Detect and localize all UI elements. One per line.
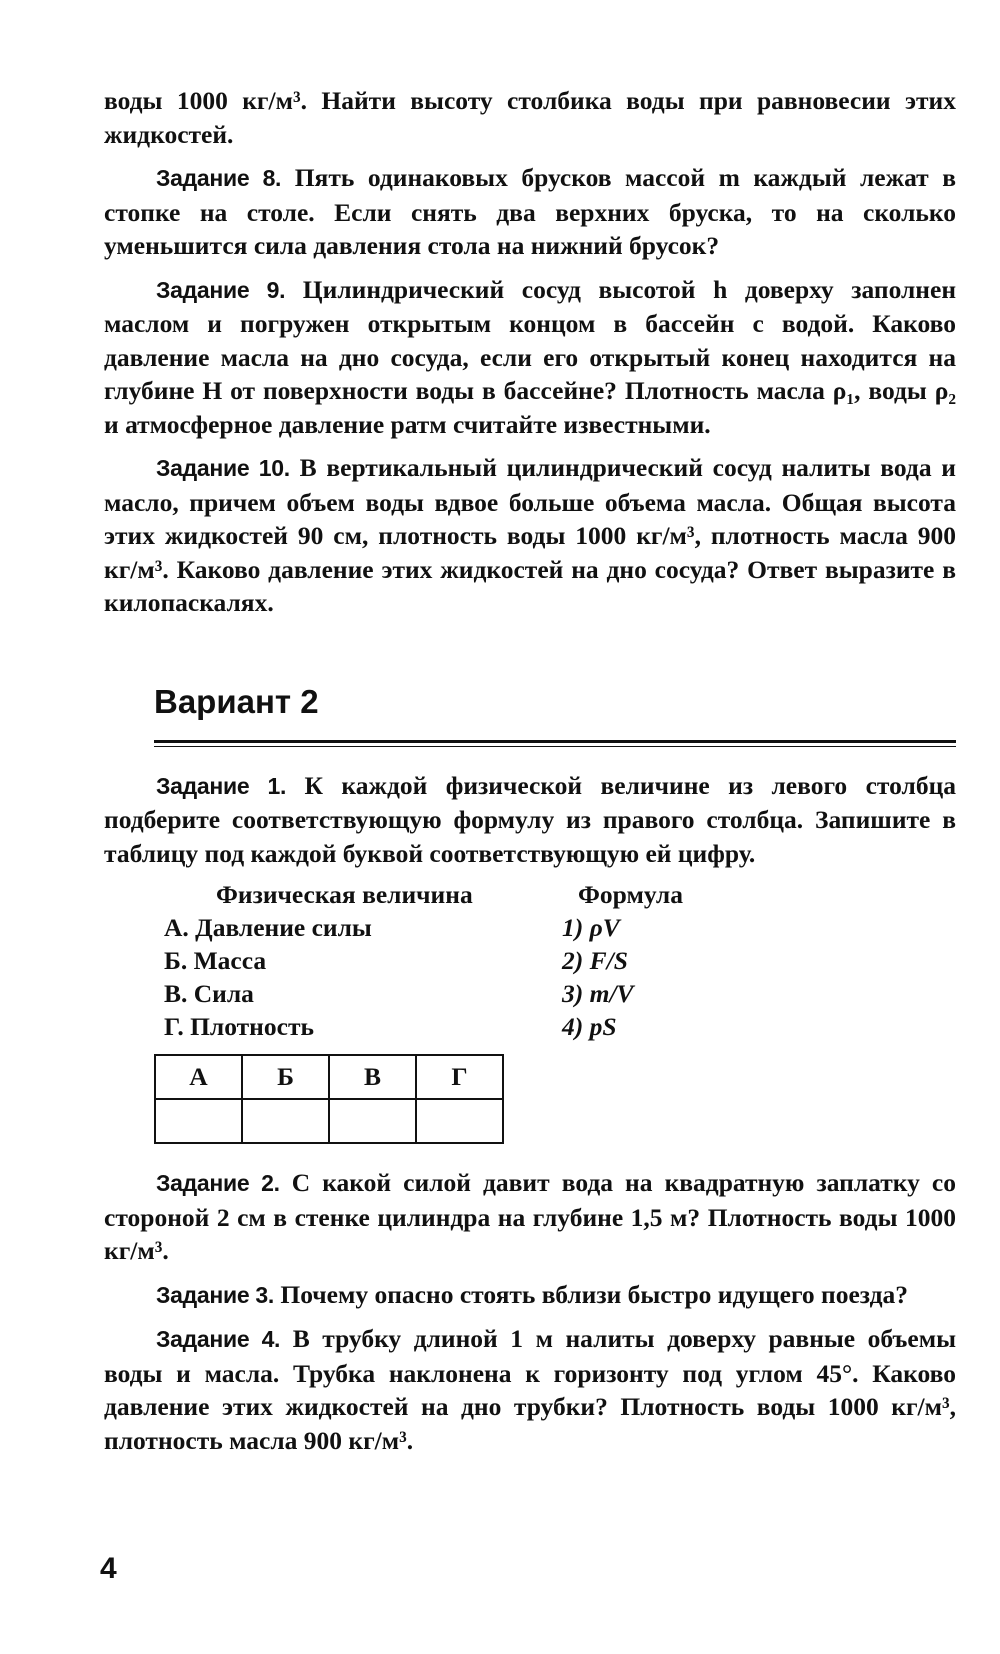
formulas-column [562,878,683,1043]
answer-table [154,1054,504,1144]
v2-task-3-label: Задание 3. [156,1281,274,1308]
formula-item: 3) m/V [562,979,634,1008]
quantities-header: Физическая величина [216,880,473,909]
quantity-item: А. Давление силы [164,913,372,942]
quantity-item: Б. Масса [164,946,267,975]
quantity-item: Г. Плотность [164,1012,314,1041]
v2-task-1-text: К каждой физической величине из левого столбца подберите соответствующую формулу из правого столбца. Запишите в таблицу под каждой буквой соответствующую ей цифру. [104,770,957,868]
v2-task-4-text: В трубку длиной 1 м налиты доверху равные объемы воды и масла. Трубка наклонена к горизонту под углом 45°. Каково давление этих жидкостей на дно трубки? Плотность воды 1000 кг/м³, плотность масла 900 кг/м³. [104,1324,956,1455]
v2-task-1-label: Задание 1. [156,772,287,799]
task-10-label: Задание 10. [156,455,290,481]
v2-task-3 [104,1278,956,1313]
v2-task-1 [104,769,956,871]
task-9-label: Задание 9. [156,276,286,303]
variant-heading: Вариант 2 [154,682,319,720]
answer-table-header: Б [242,1055,329,1099]
quantities-column [164,878,473,1043]
answer-cell[interactable] [329,1099,416,1143]
continuation-text: воды 1000 кг/м³. Найти высоту столбика воды при равновесии этих жидкостей. [104,86,956,149]
task-8-label: Задание 8. [156,165,282,191]
answer-table-empty-row [155,1099,503,1143]
answer-cell[interactable] [155,1099,242,1143]
formula-item: 1) ρV [562,913,620,942]
v2-task-4-label: Задание 4. [156,1326,281,1352]
v2-task-4 [104,1322,956,1457]
answer-table-header-row [155,1055,503,1099]
task-8 [104,161,956,263]
task-10 [104,451,956,620]
answer-table-header: А [155,1055,242,1099]
heading-double-rule [154,740,956,747]
task-9-text: Цилиндрический сосуд высотой h доверху заполнен маслом и погружен открытым концом в бассейн с водой. Каково давление масла на дно сосуда, если его открытый конец находится на глубине H от поверхности воды в бассейне? Плотность масла ρ₁, воды ρ₂ и атмосферное давление pатм считайте известными. [104,274,957,439]
v2-task-2-text: С какой силой давит вода на квадратную заплатку со стороной 2 см в стенке цилиндра на глубине 1,5 м? Плотность воды 1000 кг/м³. [104,1168,956,1265]
page-number: 4 [100,1552,117,1585]
quantity-item: В. Сила [164,979,254,1008]
task-10-text: В вертикальный цилиндрический сосуд налиты вода и масло, причем объем воды вдвое больше объема масла. Общая высота этих жидкостей 90 см, плотность воды 1000 кг/м³, плотность масла 900 кг/м³. Каково давление этих жидкостей на дно сосуда? Ответ выразите в килопаскалях. [104,453,957,617]
formulas-header: Формула [578,880,683,909]
matching-columns [104,878,956,1048]
task-8-text: Пять одинаковых брусков массой m каждый лежат в стопке на столе. Если снять два верхних бруска, то на сколько уменьшится сила давления стола на нижний брусок? [104,163,956,260]
task-9 [104,273,956,442]
page-content [104,84,956,1457]
formula-item: 4) pS [562,1012,617,1041]
v2-task-2-label: Задание 2. [156,1170,280,1196]
answer-table-header: В [329,1055,416,1099]
v2-task-2 [104,1166,956,1268]
formula-item: 2) F/S [562,946,628,975]
v2-task-3-text: Почему опасно стоять вблизи быстро идущего поезда? [280,1279,908,1309]
answer-table-header: Г [416,1055,503,1099]
answer-cell[interactable] [416,1099,503,1143]
answer-cell[interactable] [242,1099,329,1143]
